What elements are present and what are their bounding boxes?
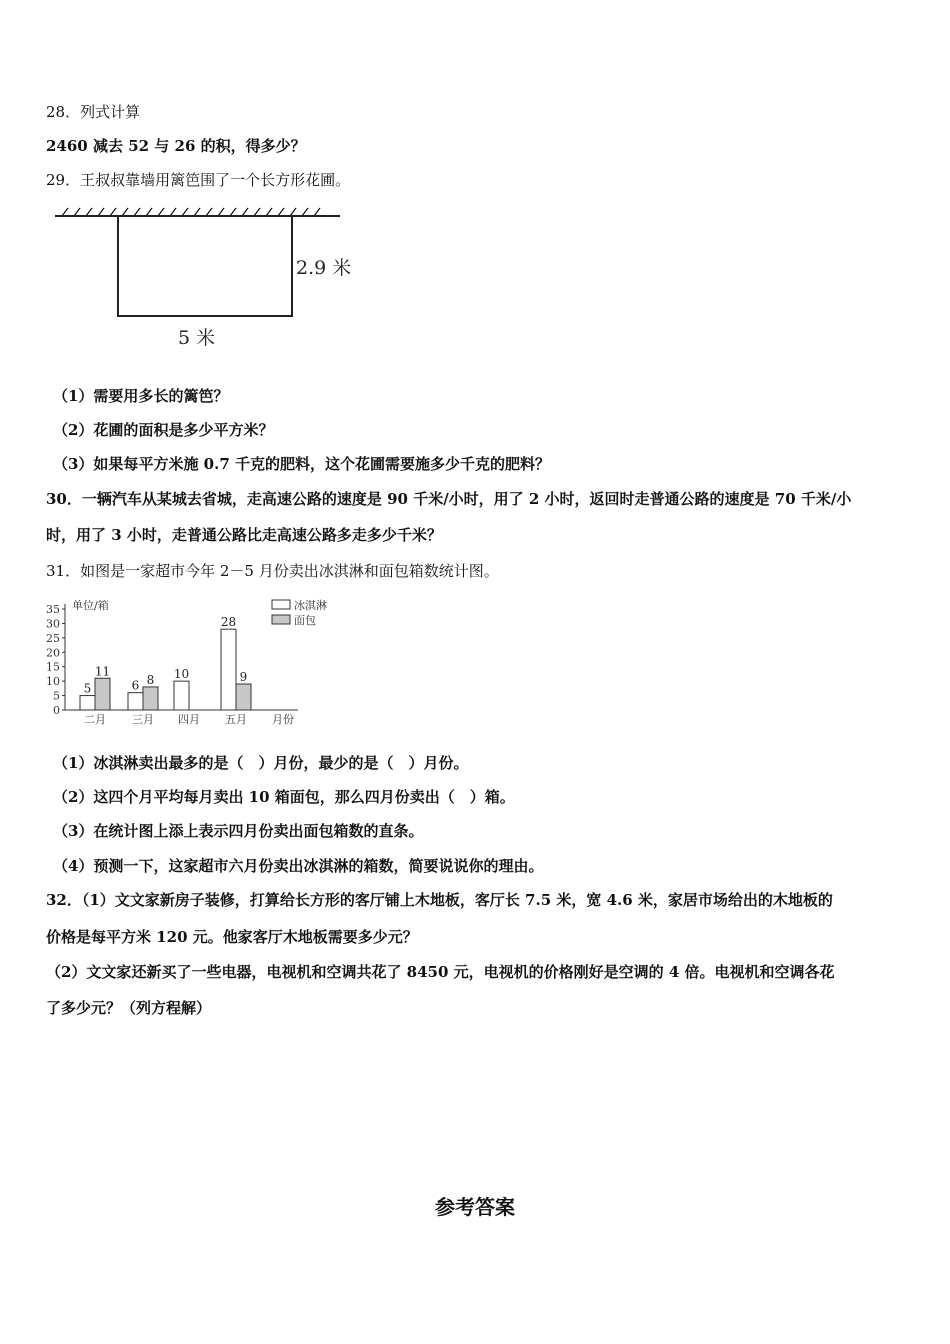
bar-chart: [40, 592, 327, 732]
q31-heading: 31．如图是一家超市今年 2－5 月份卖出冰淇淋和面包箱数统计图。: [46, 562, 499, 580]
q31-sub3: （3）在统计图上添上表示四月份卖出面包箱数的直条。: [53, 822, 424, 840]
x-tick-label: 五月: [225, 713, 247, 726]
y-tick-label: 15: [46, 660, 60, 674]
q32-line4: 了多少元？（列方程解）: [46, 999, 212, 1017]
bar-value-label: 28: [220, 615, 237, 630]
bar-bread: [95, 678, 110, 710]
q29-heading: 29．王叔叔靠墙用篱笆围了一个长方形花圃。: [46, 171, 351, 189]
legend-swatch: [272, 615, 290, 624]
height-label: 2.9 米: [296, 257, 352, 279]
bar-value-label: 11: [94, 664, 111, 679]
y-tick-label: 20: [46, 646, 60, 660]
bar-value-label: 10: [173, 667, 190, 682]
bar-value-label: 8: [146, 672, 155, 687]
bar-icecream: [128, 693, 143, 710]
garden-figure: [50, 200, 370, 360]
q28-heading: 28．列式计算: [46, 103, 141, 121]
bar-value-label: 5: [83, 681, 92, 696]
bar-value-label: 6: [131, 678, 140, 693]
q29-sub1: （1）需要用多长的篱笆？: [53, 387, 229, 405]
bar-bread: [143, 687, 158, 710]
legend: [272, 598, 327, 627]
y-unit-label: 单位/箱: [72, 599, 109, 612]
x-tick-label: 四月: [178, 713, 200, 726]
q29-sub3: （3）如果每平方米施 0.7 千克的肥料，这个花圃需要施多少千克的肥料？: [53, 455, 550, 473]
y-tick-label: 0: [53, 704, 60, 717]
q30-line1: 30．一辆汽车从某城去省城，走高速公路的速度是 90 千米/小时，用了 2 小时，返回时走普通公路的速度是 70 千米/小: [46, 490, 852, 508]
x-tick-label: 三月: [132, 713, 154, 726]
y-tick-label: 5: [53, 689, 60, 703]
bar-icecream: [80, 696, 95, 710]
legend-label: 面包: [294, 614, 316, 627]
x-axis-label: 月份: [272, 713, 294, 726]
wall-hatching: [62, 208, 320, 216]
y-tick-label: 30: [46, 617, 60, 631]
y-tick-label: 25: [46, 631, 60, 645]
q31-sub1: （1）冰淇淋卖出最多的是（ ）月份，最少的是（ ）月份。: [53, 754, 469, 772]
bar-icecream: [174, 681, 189, 710]
q29-sub2: （2）花圃的面积是多少平方米？: [53, 421, 274, 439]
y-tick-label: 10: [46, 675, 60, 689]
fence-rectangle: [118, 216, 292, 316]
q30-line2: 时，用了 3 小时，走普通公路比走高速公路多走多少千米？: [46, 526, 442, 544]
q28-text: 2460 减去 52 与 26 的积，得多少？: [46, 137, 306, 155]
bar-value-label: 9: [239, 670, 248, 685]
legend-swatch: [272, 600, 290, 609]
x-tick-label: 二月: [84, 713, 106, 726]
y-tick-label: 35: [46, 603, 60, 616]
q31-sub2: （2）这四个月平均每月卖出 10 箱面包，那么四月份卖出（ ）箱。: [53, 788, 515, 806]
bar-bread: [236, 684, 251, 710]
q32-line3: （2）文文家还新买了一些电器，电视机和空调共花了 8450 元，电视机的价格刚好是空调的 4 倍。电视机和空调各花: [46, 963, 835, 981]
q31-sub4: （4）预测一下，这家超市六月份卖出冰淇淋的箱数，简要说说你的理由。: [53, 857, 544, 875]
bar-icecream: [221, 629, 236, 710]
width-label: 5 米: [178, 327, 216, 349]
q32-line1: 32．（1）文文家新房子装修，打算给长方形的客厅铺上木地板，客厅长 7.5 米，宽 4.6 米，家居市场给出的木地板的: [46, 891, 833, 909]
legend-label: 冰淇淋: [294, 599, 327, 612]
q32-line2: 价格是每平方米 120 元。他家客厅木地板需要多少元？: [46, 928, 418, 946]
answer-title: 参考答案: [435, 1195, 515, 1219]
